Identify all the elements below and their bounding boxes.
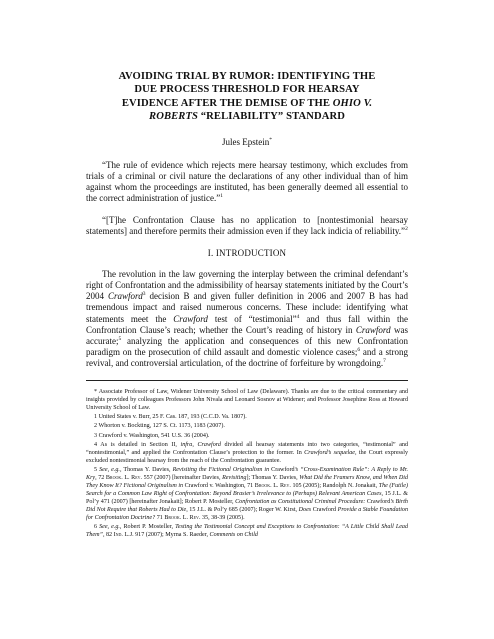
case-crawford-1: Crawford (108, 291, 143, 302)
footnote-ref-4: 4 (296, 313, 300, 320)
title-line-1: AVOIDING TRIAL BY RUMOR: IDENTIFYING THE (118, 71, 376, 82)
footnote-5 (86, 467, 408, 522)
footnotes (86, 389, 408, 540)
fn5-j1: Brook. L. Rev. (105, 475, 143, 482)
epigraph-1-text: “The rule of evidence which rejects mere hearsay testimony, which excludes from trials of a criminal or civil nature the declarations of any other individual than of him against whom the proceedings are instituted, has been generally deemed all essential to the correct administration of justice.” (86, 159, 408, 203)
footnote-ref-7: 7 (383, 357, 386, 364)
intro-text-2: decision B and given fuller definition in 2006 and 2007 B has had tremendous impact and raised numerous concerns. These include: identifying what statements meet the (86, 291, 408, 324)
intro-text-4: and thus fall within the Confrontation Clause’s reach; whether the Court’s reading of history in (86, 313, 408, 335)
fn5-l: Crawford (311, 506, 338, 513)
footnote-ref-5: 5 (118, 335, 122, 342)
fn5-i: , 15 J.L. & Pol’y 471 (2007) [hereinafter Jonakait]; Robert P. Mosteller, (86, 490, 408, 505)
title-line-4: “RELIABILITY” STANDARD (198, 111, 345, 123)
fn5-j3: Brook. L. Rev. (164, 514, 201, 521)
footnote-ref-3: 3 (142, 291, 146, 298)
fn5-e: 557 (2007) [hereinafter Davies, (142, 475, 223, 482)
footnote-3: 3 Crawford v. Washington, 541 U.S. 36 (2004). (94, 432, 210, 439)
intro-paragraph (86, 269, 408, 369)
fn5-k: , 15 J.L. & Pol’y 685 (2007); Roger W. Kirst, (186, 506, 299, 513)
fn5-t7: Does (298, 506, 312, 513)
fn5-h1: Revisiting (222, 475, 247, 482)
case-crawford-2: Crawford (173, 313, 208, 324)
fn6-t1: Testing the Testimonial Concept and Exceptions to Confrontation: “A Little Child Shall Lead Them” (86, 523, 409, 538)
title-line-2: DUE PROCESS THRESHOLD FOR HEARSAY (134, 84, 360, 96)
fn4-text-a: 4 As is detailed in Section II, (94, 442, 181, 449)
fn5-m: 71 (155, 514, 165, 521)
case-crawford-3: Crawford (355, 324, 391, 335)
fn5-t6: ’s Birth Did Not Require that Roberts Had to Die (86, 498, 408, 513)
fn6-j1: Ind. L.J. (113, 531, 134, 538)
fn5-t2: ’s “Cross-Examination Rule”: A Reply to Mr. Kry (86, 467, 409, 482)
fn5-j2: Brook. L. Rev. (254, 482, 291, 489)
footnote-6 (86, 524, 408, 540)
fn5-j: Crawford (365, 498, 391, 505)
fn5-b: , Thomas Y. Davies, (119, 467, 173, 474)
epigraph-1 (86, 160, 408, 204)
fn6-c: , 82 (102, 531, 114, 538)
fn6-t2: Comments on Child (209, 531, 258, 538)
fn5-t1: Revisiting the Fictional Originalism in (172, 467, 270, 474)
fn4-text-d: , the Court expressly excluded nontestimonial hearsay from the reach of the Confrontation guarantee. (86, 449, 409, 464)
fn5-see: See, e.g. (99, 467, 120, 474)
section-heading: I. INTRODUCTION (207, 248, 287, 259)
fn5-g: Crawford v. Washington, 71 (183, 482, 255, 489)
footnote-ref-2: 2 (405, 226, 408, 233)
fn4-text-c: divided all hearsay statements into two categories, “testimonial” and “nontestimonial,” and applied the Confrontation Clause’s protection to the former. In (86, 442, 408, 456)
fn4-sequelae: Crawford’s sequelae (304, 449, 355, 456)
footnote-1: 1 United States v. Burr, 25 F. Cas. 187, 193 (C.C.D. Va. 1807). (94, 414, 247, 421)
footnote-4 (86, 442, 408, 466)
fn5-c: Crawford (269, 467, 295, 474)
title-case-name-2: ROBERTS (149, 111, 199, 123)
intro-text-3: test of “testimonial” (207, 313, 297, 324)
footnote-ref-6: 6 (357, 346, 361, 353)
intro-text-7: and a strong revival, and controversial articulation, of the doctrine of forfeiture by wrongdoing. (86, 346, 408, 368)
epigraph-2-text: “[T]he Confrontation Clause has no application to [nontestimonial hearsay statements] and therefore permits their admission even if they lack indicia of reliability.” (86, 215, 408, 237)
fn5-n: 35, 38-39 (2005). (200, 514, 245, 521)
fn4-text-b: , (192, 442, 198, 449)
author-name: Jules Epstein (222, 136, 270, 147)
fn5-num: 5 (94, 467, 100, 474)
intro-text-6: analyzing the application and consequences of this new Confrontation paradigm on the prosecution of child assault and domestic violence cases; (86, 335, 408, 357)
author-footnote-mark: * (269, 136, 272, 143)
fn6-d: 917 (2007); Myrna S. Raeder, (133, 531, 210, 538)
fn6-see: See, e.g. (99, 523, 120, 530)
title-case-name: OHIO V. (332, 97, 373, 109)
fn6-num: 6 (94, 523, 100, 530)
fn5-f: ]; Thomas Y. Davies, (246, 475, 300, 482)
fn4-infra: infra (180, 442, 193, 449)
author-byline (86, 137, 408, 148)
fn5-t3: What Did the Framers Know, and When Did They Know It? Fictional Originalism in (86, 475, 408, 489)
fn5-t5: Confrontation as Constitutional Criminal Procedure: (235, 498, 366, 505)
fn5-t8: Provide a Stable Foundation for Confrontation Doctrine? (86, 506, 408, 521)
epigraph-2 (86, 215, 408, 237)
fn5-h: 105 (2005); Randolph N. Jonakait, (290, 482, 379, 489)
footnote-ref-1: 1 (220, 192, 223, 199)
footnote-divider (86, 380, 408, 381)
footnote-2: 2 Whorton v. Bockting, 127 S. Ct. 1173, 1183 (2007). (94, 423, 225, 430)
fn5-d: , 72 (95, 475, 106, 482)
title-line-3: EVIDENCE AFTER THE DEMISE OF THE (121, 97, 333, 109)
page-content (86, 70, 408, 541)
fn6-b: , Robert P. Mosteller, (119, 523, 176, 530)
footnote-star: * Associate Professor of Law, Widener University School of Law (Delaware). Thanks are due to the critical commentary and insights provided by colleagues Professors John Nivala and Leonard Sosnov at Widener; and Professor Josephine Ross at Howard University School of Law. (86, 389, 408, 411)
fn5-t4: The (Futile) Search for a Common Law Right of Confrontation: Beyond Brasier’s Irrelevance to (Perhaps) Relevant American Cases (86, 482, 408, 497)
fn4-crawford: Crawford (197, 442, 221, 449)
article-title (86, 70, 408, 124)
intro-text-1: The revolution in the law governing the interplay between the criminal defendant’s right of Confrontation and the admissibility of hearsay statements initiated by the Court’s 2004 (86, 269, 408, 302)
intro-text-5: was accurate; (86, 324, 408, 346)
